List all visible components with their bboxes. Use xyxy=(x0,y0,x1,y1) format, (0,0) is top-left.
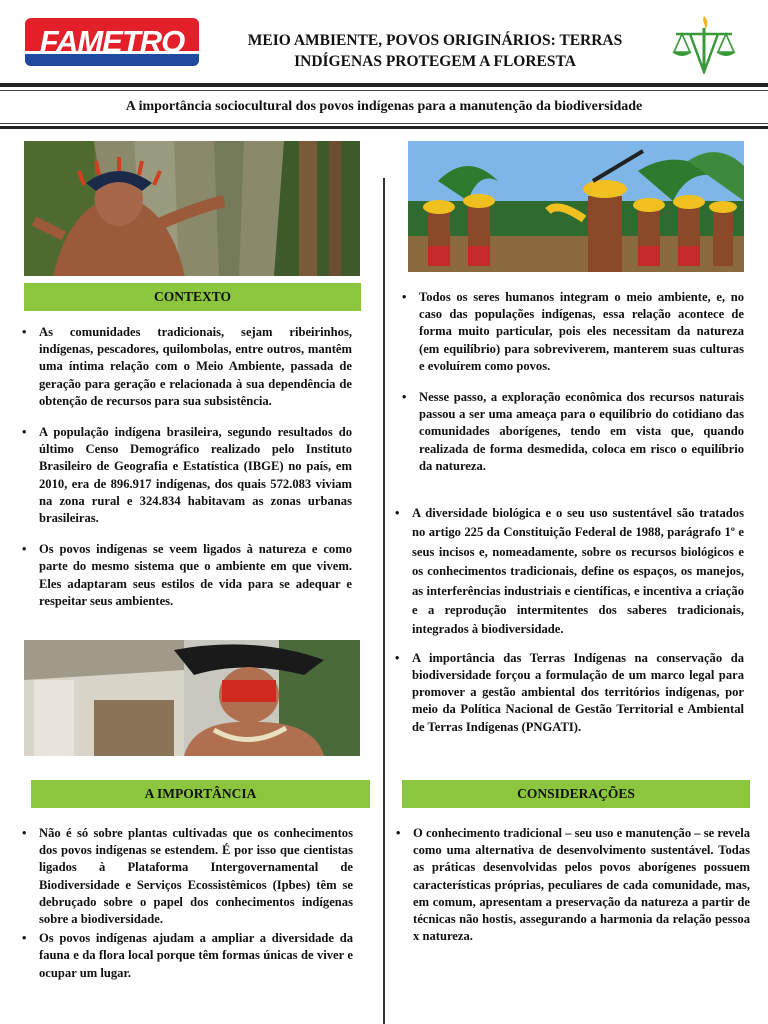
logo-text: FAMETRO xyxy=(39,24,185,59)
header-rule-thin xyxy=(0,90,768,91)
subtitle-rule-thin xyxy=(0,123,768,124)
page-subtitle: A importância sociocultural dos povos indígenas para a manutenção da biodiversidade xyxy=(125,99,643,114)
importancia-bullet-list xyxy=(22,825,353,984)
list-item: • Nesse passo, a exploração econômica dos recursos naturais passou a ser uma ameaça para o equilíbrio do cotidiano das comunidades aborígenes, tendo em vista que, quando realizada de forma desmedida, coloca em risco o equilíbrio da natureza. xyxy=(402,389,744,475)
list-item: • Os povos indígenas ajudam a ampliar a diversidade da fauna e da flora local porque têm formas únicas de viver e ocupar um lugar. xyxy=(22,930,353,982)
column-divider xyxy=(383,178,385,1024)
right-mid-bullet-list xyxy=(395,504,744,750)
list-item: • O conhecimento tradicional – seu uso e manutenção – se revela como uma alternativa de desenvolvimento sustentável. Todas as práticas desenvolvidas pelos povos aborígenes possuem características próprias, peculiares de cada comunidade, mas, em comum, apresentam a preservação da natureza a partir de técnicas não hostis, assegurando a harmonia da relação pessoa x natureza. xyxy=(396,825,750,945)
section-heading-contexto: CONTEXTO xyxy=(24,283,361,311)
list-item: • A diversidade biológica e o seu uso sustentável são tratados no artigo 225 da Constituição Federal de 1988, parágrafo 1º e seus incisos e, nomeadamente, sobre os recursos biológicos e os conhecimentos tradicionais, define os espaços, os manejos, as interferências industriais e científicas, e incentiva a criação e a reprodução intermitentes dos saberes tradicionais, integrados à biodiversidade. xyxy=(395,504,744,640)
list-item: • Todos os seres humanos integram o meio ambiente, e, no caso das populações indígenas, essa relação acontece de forma muito particular, pois eles necessitam da natureza (em equilíbrio) para sobreviverem, manterem suas culturas e evoluírem como povos. xyxy=(402,289,744,375)
page-title xyxy=(215,30,655,72)
subtitle-rule-bottom xyxy=(0,126,768,129)
header-rule-top xyxy=(0,83,768,87)
title-line-2: INDÍGENAS PROTEGEM A FLORESTA xyxy=(294,53,576,70)
photo-child-hugging-tree xyxy=(24,141,360,276)
photo-man-red-face-paint xyxy=(24,640,360,756)
fametro-logo xyxy=(25,18,199,66)
list-item: • A importância das Terras Indígenas na conservação da biodiversidade forçou a formulação de um marco legal para promover a gestão ambiental dos territórios indígenas, por meio da Política Nacional de Gestão Territorial e Ambiental de Terras Indígenas (PNGATI). xyxy=(395,650,744,736)
title-line-1: MEIO AMBIENTE, POVOS ORIGINÁRIOS: TERRAS xyxy=(247,32,623,49)
list-item: • A população indígena brasileira, segundo resultados do último Censo Demográfico realizado pelo Instituto Brasileiro de Geografia e Estatística (IBGE) no país, em 2010, era de 896.917 indígenas, dos quais 572.083 viviam na zona rural e 324.834 habitavam as zonas urbanas brasileiras. xyxy=(22,424,352,527)
list-item: • Os povos indígenas se veem ligados à natureza e como parte do mesmo sistema que o ambiente em que vivem. Eles adaptaram seus estilos de vida para se adequar e respeitar seus ambientes. xyxy=(22,541,352,610)
consideracoes-bullet-list xyxy=(396,825,750,959)
scales-of-justice-icon xyxy=(668,12,740,74)
section-heading-consideracoes: CONSIDERAÇÕES xyxy=(402,780,750,808)
list-item: • As comunidades tradicionais, sejam ribeirinhos, indígenas, pescadores, quilombolas, entre outros, mantêm uma íntima relação com o Meio Ambiente, passada de geração para geração e relacionada à sua dependência de obtenção de recursos para sua subsistência. xyxy=(22,324,352,410)
contexto-bullet-list xyxy=(22,324,352,624)
right-top-bullet-list xyxy=(402,289,744,489)
section-heading-importancia: A IMPORTÂNCIA xyxy=(31,780,370,808)
photo-indigenous-dancers xyxy=(408,141,744,272)
list-item: • Não é só sobre plantas cultivadas que os conhecimentos dos povos indígenas se estendem. É por isso que cientistas ligados à Plataforma Intergovernamental de Biodiversidade e Serviços Ecossistêmicos (Ipbes) têm se debruçado sobre o papel dos conhecimentos indígenas sobre a biodiversidade. xyxy=(22,825,353,928)
